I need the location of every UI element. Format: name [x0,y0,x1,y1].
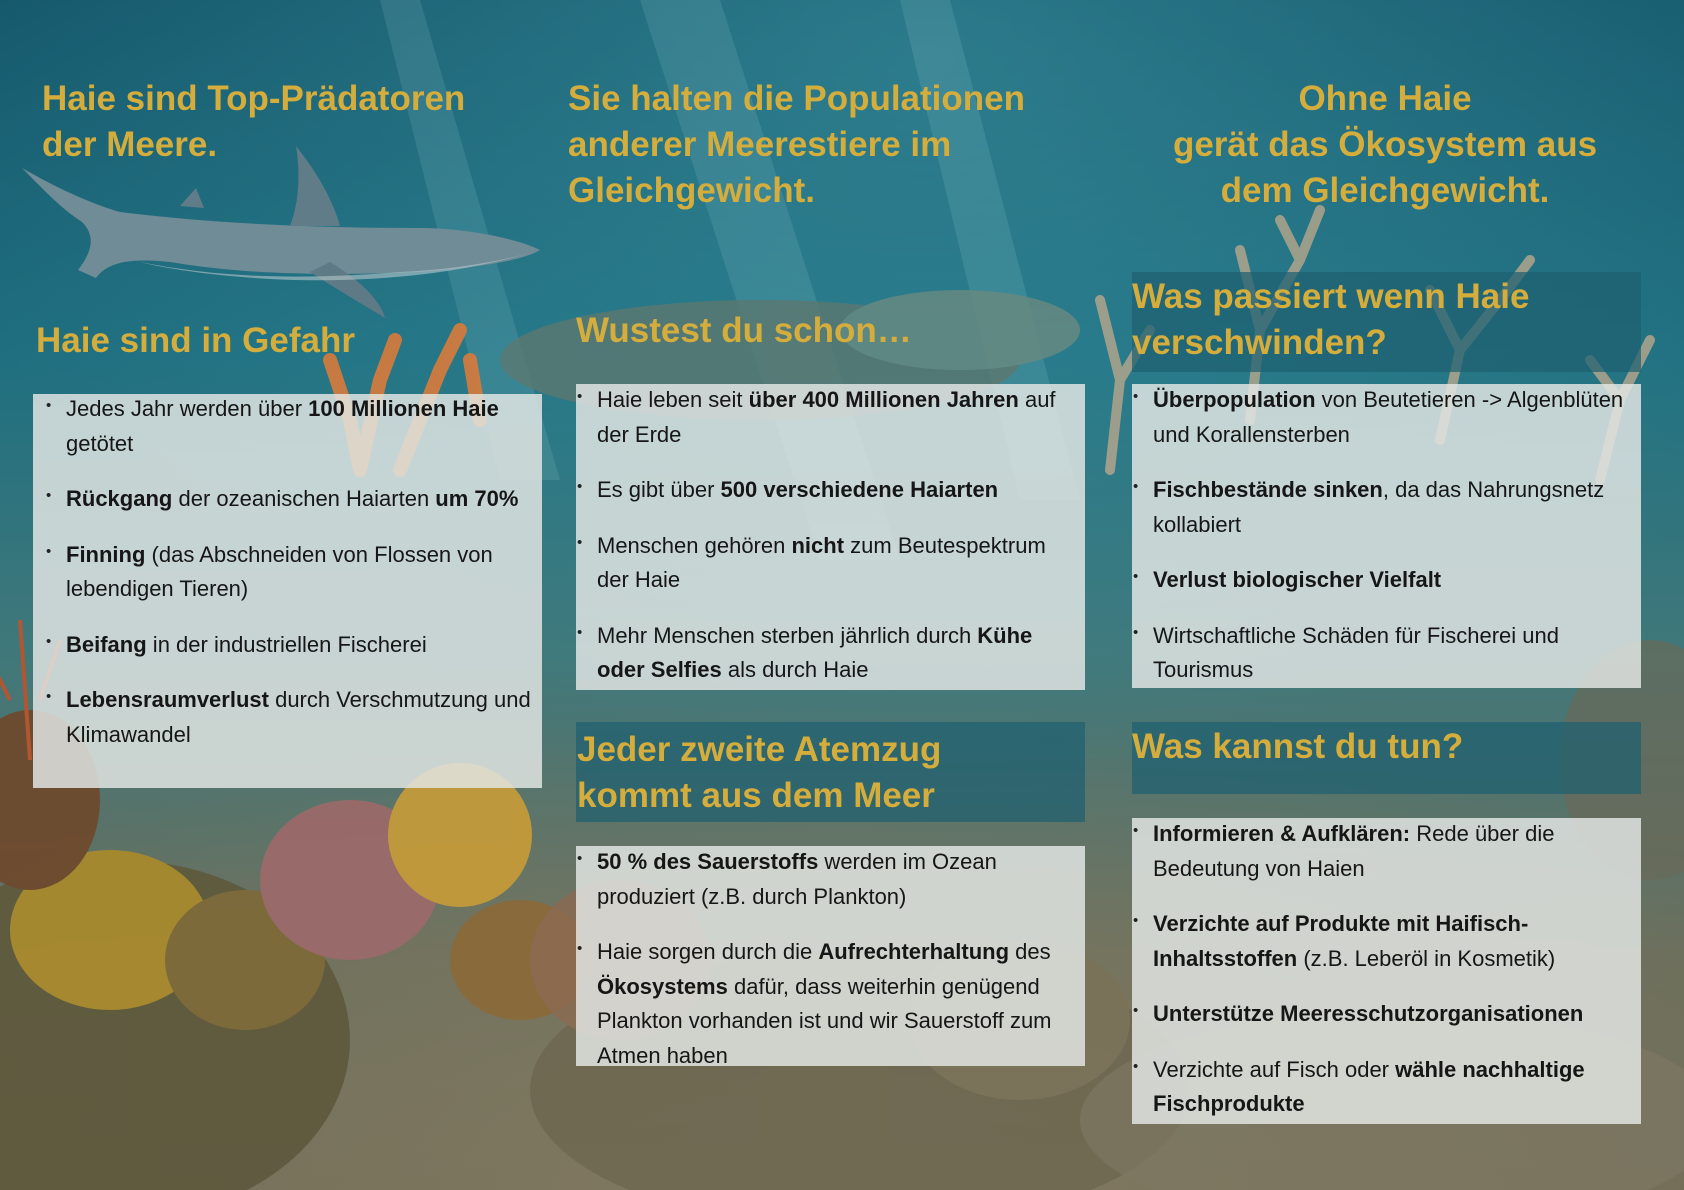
body-text: Haie sorgen durch die [597,939,819,964]
section-title-facts: Wustest du schon… [576,311,912,350]
emphasis-text: Finning [66,541,146,567]
emphasis-text: Überpopulation [1153,387,1316,412]
emphasis-text: Informieren & Aufklären: [1153,821,1411,846]
body-text: in der industriellen Fischerei [146,631,427,657]
list-item [1132,1053,1635,1122]
body-text: des [1009,939,1051,964]
section-title-oxygen [577,727,941,819]
list-item [45,538,534,607]
body-text: Haie leben seit [597,387,749,412]
headline-3 [1140,76,1630,214]
emphasis-text: Rückgang [66,486,173,511]
list-item [576,845,1079,914]
disappear-title-line: verschwinden? [1132,323,1387,362]
list-item [576,529,1079,598]
headline-3-line: gerät das Ökosystem aus [1172,125,1598,164]
emphasis-text: 100 Millionen Haie [308,396,499,421]
emphasis-text: Verzichte auf Produkte mit Haifisch-Inhaltsstoffen [1153,911,1529,971]
list-item [576,619,1079,688]
danger-list [33,392,542,752]
section-title-action: Was kannst du tun? [1132,727,1464,766]
body-text: werden im Ozean produziert (z.B. durch Plankton) [597,849,997,909]
body-text: Wirtschaftliche Schäden für Fischerei und Tourismus [1153,622,1559,682]
list-item [576,383,1079,452]
headline-2 [568,76,1025,214]
emphasis-text: Aufrechterhaltung [818,939,1010,964]
disappear-title-line: Was passiert wenn Haie [1132,277,1530,316]
list-item [45,628,534,663]
body-text: Jedes Jahr werden über [66,396,309,421]
body-text: Rede über die Bedeutung von Haien [1153,821,1555,881]
emphasis-text: Kühe oder Selfies [597,622,1033,682]
headline-2-line: anderer Meerestiere im [568,125,952,164]
oxygen-panel [576,846,1085,1066]
body-text: Mehr Menschen sterben jährlich durch [597,622,978,648]
disappear-list [1132,383,1641,688]
disappear-panel [1132,384,1641,688]
list-item [1132,563,1635,598]
section-title-disappear [1132,274,1529,366]
body-text: Menschen gehören [597,532,792,558]
list-item [1132,383,1635,452]
section-title-danger: Haie sind in Gefahr [36,321,355,360]
body-text: (das Abschneiden von Flossen von lebendigen Tieren) [66,541,493,601]
list-item [576,473,1079,508]
emphasis-text: Beifang [66,631,147,657]
list-item [45,482,534,517]
body-text: , da das Nahrungsnetz kollabiert [1153,477,1605,537]
body-text: von Beutetieren -> Algenblüten und Korallensterben [1153,387,1624,447]
list-item [1132,817,1635,886]
action-panel [1132,818,1641,1124]
headline-1-line: der Meere. [42,125,218,164]
disappear-title-band [1132,272,1641,372]
oxygen-list [576,845,1085,1073]
facts-list [576,383,1085,688]
list-item [45,392,534,461]
list-item [576,935,1079,1073]
headline-1 [42,76,465,168]
body-text: (z.B. Leberöl in Kosmetik) [1297,945,1556,971]
emphasis-text: 50 % des Sauerstoffs [597,849,819,874]
emphasis-text: Fischbestände sinken [1153,477,1383,502]
list-item [1132,619,1635,688]
oxygen-title-line: kommt aus dem Meer [577,776,935,815]
body-text: der ozeanischen Haiarten [172,486,436,511]
emphasis-text: nicht [791,532,845,558]
action-list [1132,817,1641,1122]
danger-panel [33,394,542,788]
headline-3-line: dem Gleichgewicht. [1220,171,1550,210]
oxygen-title-band [576,722,1085,822]
body-text: auf der Erde [597,387,1056,447]
facts-panel [576,384,1085,690]
headline-2-line: Sie halten die Populationen [568,79,1025,118]
body-text: Es gibt über [597,477,721,502]
action-title-band [1132,722,1641,794]
oxygen-title-line: Jeder zweite Atemzug [577,730,942,769]
list-item [45,683,534,752]
body-text: dafür, dass weiterhin genügend Plankton vorhanden ist und wir Sauerstoff zum Atmen haben [597,973,1052,1068]
emphasis-text: Verlust biologischer Vielfalt [1153,567,1442,592]
emphasis-text: Unterstütze Meeresschutzorganisationen [1153,1001,1584,1026]
body-text: durch Verschmutzung und Klimawandel [66,687,531,747]
emphasis-text: Ökosystems [597,973,728,999]
headline-3-line: Ohne Haie [1298,79,1472,118]
emphasis-text: 500 verschiedene Haiarten [720,477,999,502]
body-text: Verzichte auf Fisch oder [1153,1056,1396,1082]
headline-2-line: Gleichgewicht. [568,171,815,210]
emphasis-text: um 70% [435,486,519,511]
list-item [1132,997,1635,1032]
emphasis-text: wähle nachhaltige Fischprodukte [1153,1056,1585,1116]
emphasis-text: Lebensraumverlust [66,687,269,712]
body-text: als durch Haie [721,657,869,682]
body-text: getötet [66,430,134,456]
body-text: zum Beutespektrum der Haie [597,532,1046,592]
emphasis-text: über 400 Millionen Jahren [748,387,1019,412]
headline-1-line: Haie sind Top-Prädatoren [42,79,466,118]
list-item [1132,907,1635,976]
list-item [1132,473,1635,542]
